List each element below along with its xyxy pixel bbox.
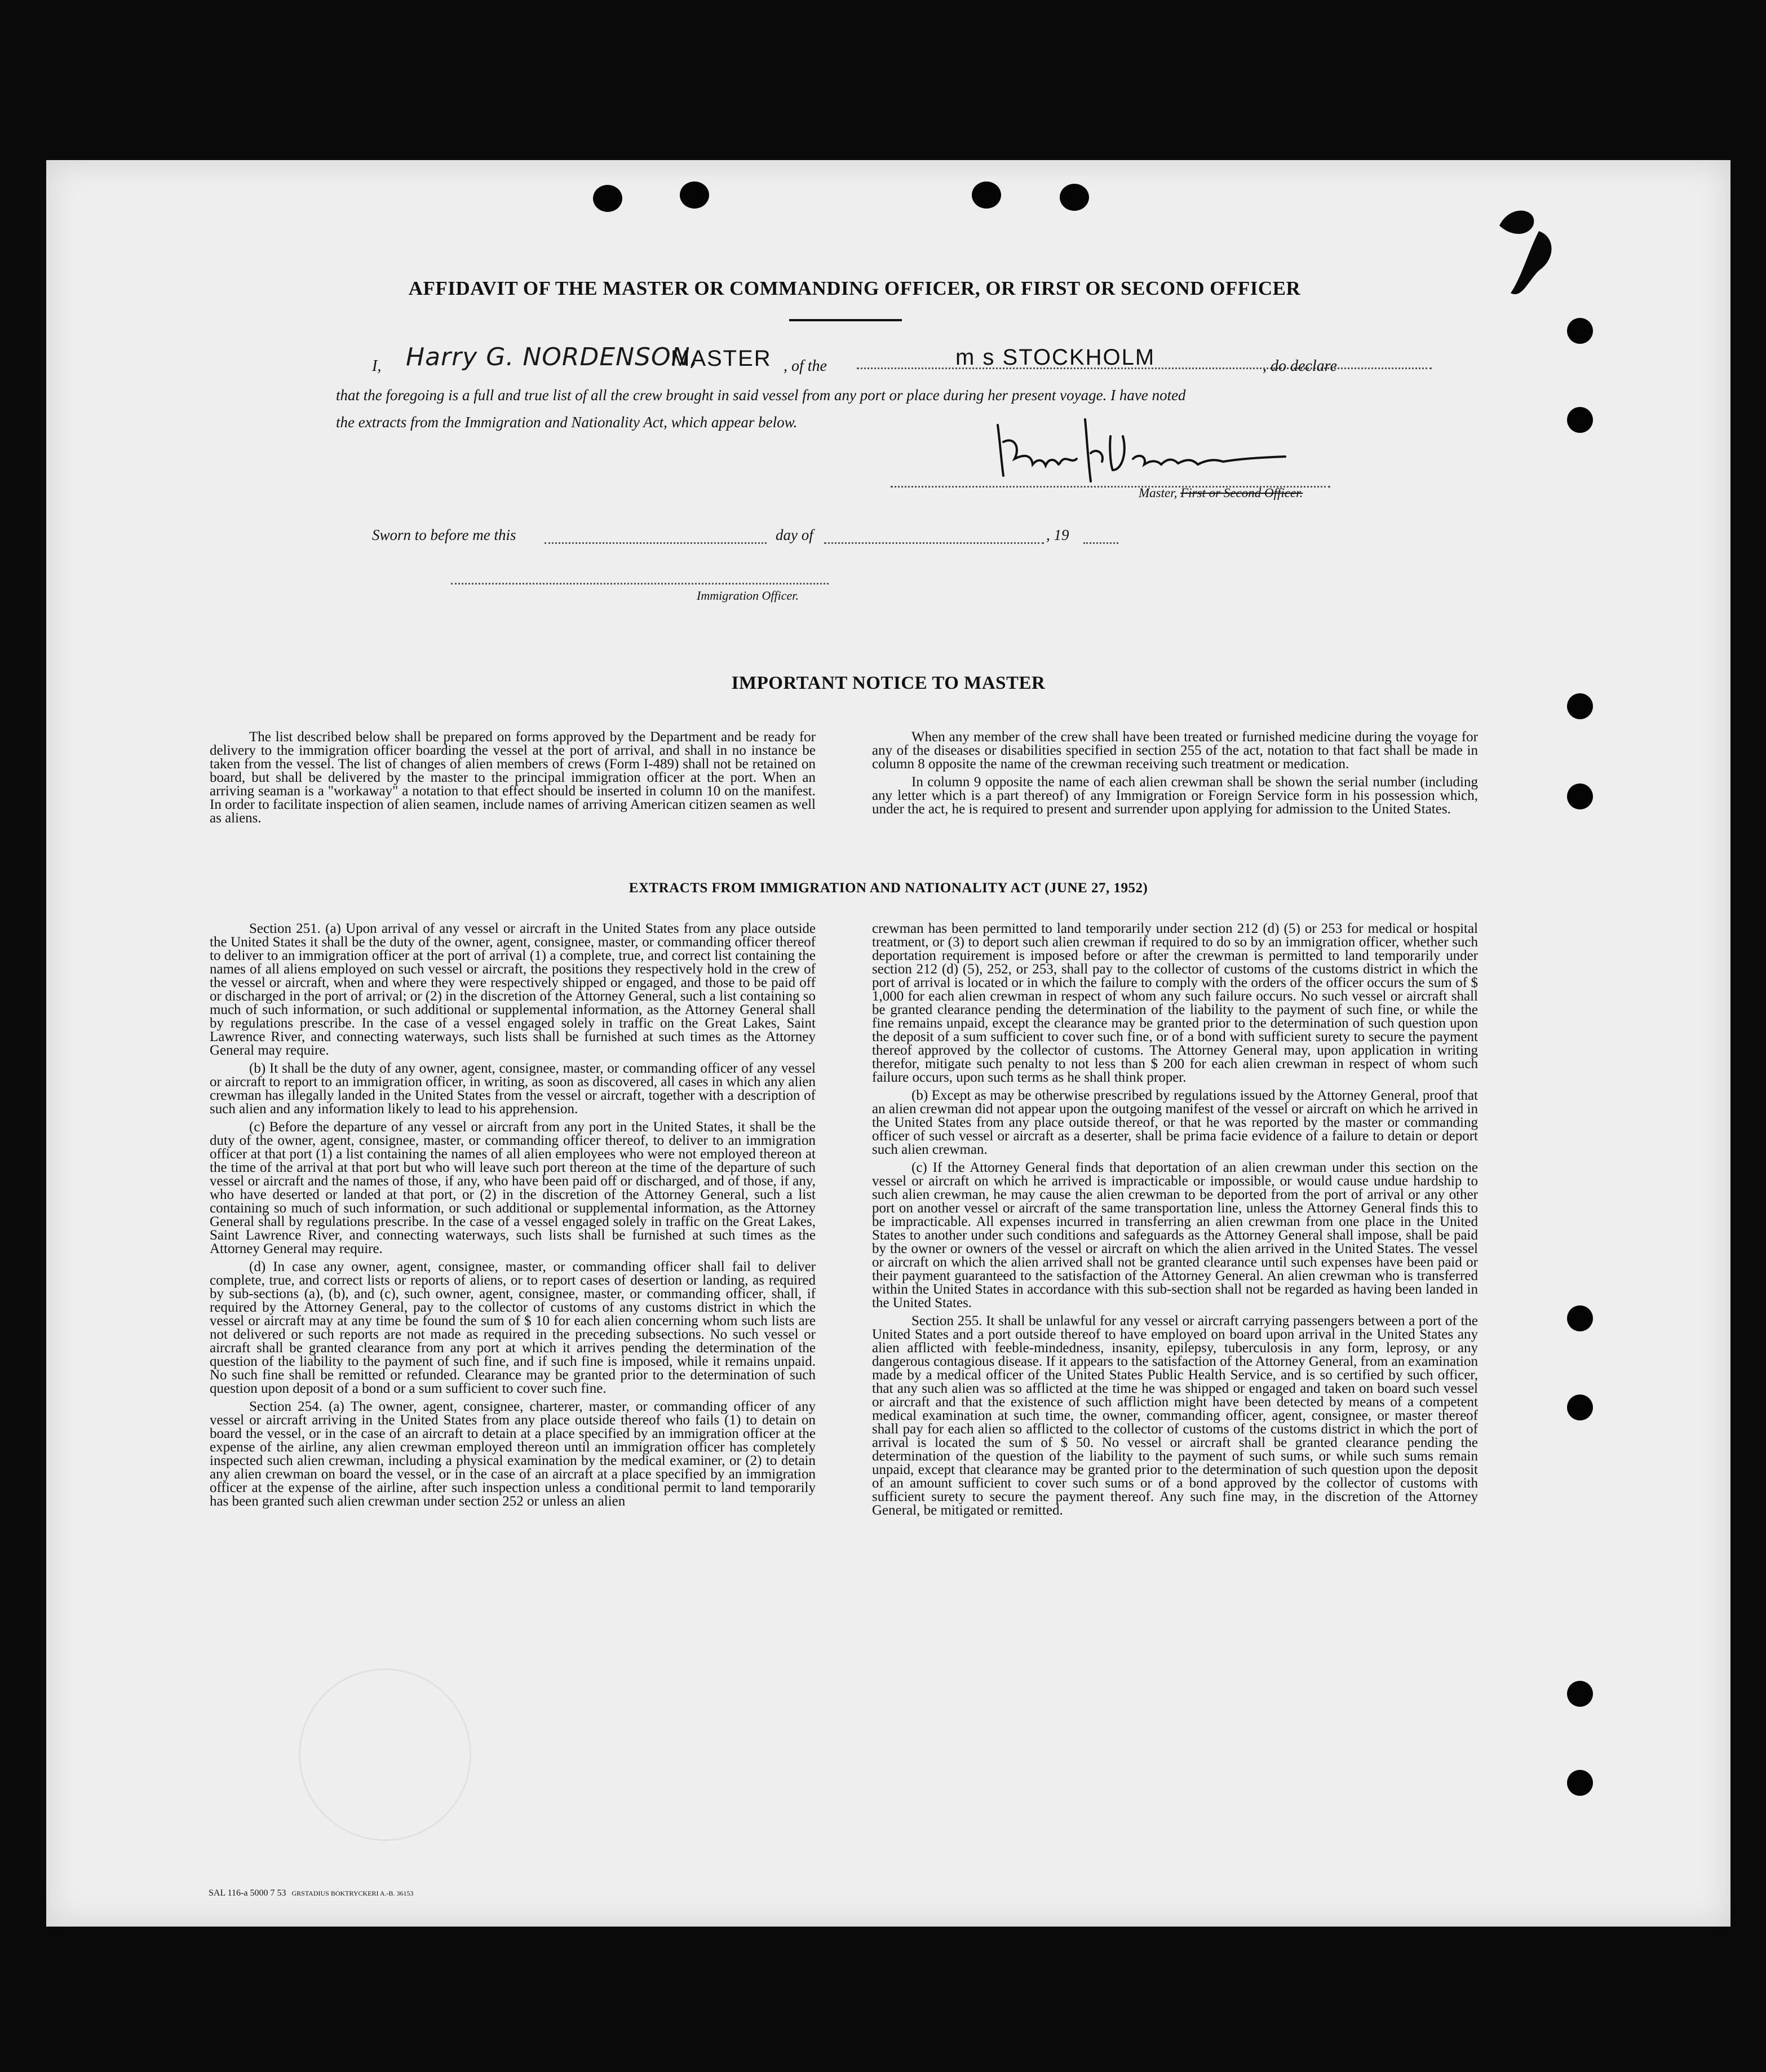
notice-title: IMPORTANT NOTICE TO MASTER — [731, 673, 1046, 693]
master-rank: MASTER — [671, 346, 772, 371]
extract-paragraph: (b) Except as may be otherwise prescribed by regulations issued by the Attorney General, proof that an alien crewman did not appear upon the outgoing manifest of the vessel or aircraft on which he arrived in the United States from any place outside thereof, or that he was reported by the master or commanding officer of such vessel or aircraft as a deserter, shall be prima facie evidence of a failure to detain or deport such alien crewman. — [872, 1088, 1478, 1157]
sworn-day-line — [545, 542, 767, 544]
punch-hole — [1060, 184, 1089, 211]
extracts-right-column — [872, 922, 1478, 1522]
officer-signature-line — [451, 583, 829, 585]
punch-hole — [1567, 1681, 1593, 1707]
master-title: Master, — [1139, 486, 1178, 500]
title-rule — [789, 319, 902, 321]
extract-paragraph: (c) If the Attorney General finds that deportation of an alien crewman under this section on the vessel or aircraft on which he arrived is impracticable or impossible, or would cause undue hardship to such alien crewman, he may cause the alien crewman to be deported from the port of arrival or any other port on another vessel or aircraft of the same transportation line, unless the Attorney General finds this to be impracticable. All expenses incurred in transferring an alien crewman from one place in the United States to another under such conditions and safeguards as the Attorney General shall impose, shall be paid by the owner or owners of the vessel or aircraft on which the alien arrived in the United States. The vessel or aircraft on which the alien arrived shall not be granted clearance until such expenses have been paid or their payment guaranteed to the satisfaction of the Attorney General. An alien crewman who is transferred within the United States in accordance with this sub-section shall not be regarded as having been landed in the United States. — [872, 1160, 1478, 1311]
year-label: , 19 — [1046, 526, 1069, 543]
form-footer — [209, 1888, 414, 1898]
ink-blot — [1488, 192, 1567, 304]
punch-hole — [593, 185, 622, 212]
notice-paragraph: When any member of the crew shall have been treated or furnished medicine during the voyage for any of the diseases or disabilities specified in section 255 of the act, notation to that fact shall be made in column 8 opposite the name of the crewman receiving such treatment or medication. — [872, 729, 1478, 772]
sworn-year-line — [1083, 542, 1118, 544]
extract-paragraph: Section 255. It shall be unlawful for any vessel or aircraft carrying passengers between a port of the United States and a port outside thereof to have employed on board upon arrival in the United States any alien afflicted with feeble-mindedness, insanity, epilepsy, tuberculosis in any form, leprosy, or any dangerous contagious disease. If it appears to the satisfaction of the Attorney General, from an examination made by a medical officer of the United States Public Health Service, and is so certified by such officer, that any such alien was so afflicted at the time he was shipped or engaged and taken on board such vessel or aircraft and that the existence of such affliction might have been detected by means of a competent medical examination at such time, the owner, commanding officer, agent, consignee, or master thereof shall pay for each alien so afflicted to the collector of customs of the customs district in which the port of arrival is located the sum of $ 50. No vessel or aircraft shall be granted clearance pending the determination of the question of the liability to the payment of such sums, or while such sums remain unpaid, except that clearance may be granted prior to the determination of such question upon the deposit of an amount sufficient to cover such sums or of a bond approved by the collector of customs with sufficient surety to secure the payment thereof. Any such fine may, in the discretion of the Attorney General, be mitigated or remitted. — [872, 1313, 1478, 1518]
punch-hole — [1567, 1305, 1593, 1331]
vessel-name: m s STOCKHOLM — [955, 345, 1156, 370]
punch-hole — [1567, 1394, 1593, 1420]
extracts-title: EXTRACTS FROM IMMIGRATION AND NATIONALITY ACT (JUNE 27, 1952) — [628, 880, 1148, 896]
punch-hole — [1567, 783, 1593, 809]
punch-hole — [1567, 693, 1593, 719]
printer-imprint: GRSTADIUS BOKTRYCKERI A.-B. 36153 — [291, 1889, 414, 1897]
notice-left-column — [210, 730, 816, 830]
extract-paragraph: (c) Before the departure of any vessel or aircraft from any port in the United States, it shall be the duty of the owner, agent, consignee, master, or commanding officer thereof, to deliver to an immigration officer at that port (1) a list containing the names of all alien employees who were not employed thereon at the time of the arrival at that port but who will leave such port thereon at the time of the departure of such vessel or aircraft and the names of those, if any, who have been paid off or discharged, and of those, if any, who have deserted or landed at that port, or (2) in the discretion of the Attorney General, such a list containing so much of such information, or such additional or supplemental information, as the Attorney General shall by regulations prescribe. In the case of a vessel engaged solely in traffic on the Great Lakes, Saint Lawrence River, and connecting waterways, such lists shall be furnished at such times as the Attorney General may require. — [210, 1119, 816, 1256]
day-of-label: day of — [776, 526, 813, 543]
extract-paragraph: crewman has been permitted to land temporarily under section 212 (d) (5) or 253 for medical or hospital treatment, or (3) to deport such alien crewman if required to do so by an immigration officer, whether such deportation requirement is imposed before or after the crewman is permitted to land temporarily under section 212 (d) (5), 252, or 253, shall pay to the collector of customs of the customs district in which the port of arrival is located or in which the failure to comply with the orders of the officer occurs the sum of $ 1,000 for each alien crewman in respect of whom any such failure occurs. No such vessel or aircraft shall be granted clearance pending the determination of the liability to the payment of such fine, or while the fine remains unpaid, except the clearance may be granted prior to the determination of such question upon the deposit of a sum sufficient to cover such fine, or of a bond with sufficient surety to secure the payment thereof approved by the collector of customs. The Attorney General may, upon application in writing therefor, mitigate such penalty to not less than $ 200 for each alien crewman in respect of whom such failure occurs, upon such terms as he shall think proper. — [872, 921, 1478, 1085]
punch-hole — [680, 181, 709, 209]
affidavit-line-3: the extracts from the Immigration and Nationality Act, which appear below. — [336, 414, 798, 431]
notice-paragraph: In column 9 opposite the name of each alien crewman shall be shown the serial number (including any letter which is a part thereof) of any Immigration or Foreign Service form in his possession which, under the act, he is required to present and surrender upon applying for admission to the United States. — [872, 774, 1478, 817]
punch-hole — [1567, 407, 1593, 433]
of-the-label: , of the — [784, 357, 827, 375]
notice-paragraph: The list described below shall be prepared on forms approved by the Department and be ready for delivery to the immigration officer boarding the vessel at the port of arrival, and shall in no instance be taken from the vessel. The list of changes of alien members of crews (Form I-489) shall not be retained on board, but shall be delivered by the master to the principal immigration officer at the port. When an arriving seaman is a "workaway" a notation to that effect should be inserted in column 10 on the manifest. In order to facilitate inspection of alien seamen, include names of arriving American citizen seamen as well as aliens. — [210, 729, 816, 826]
punch-hole — [972, 181, 1001, 209]
affidavit-line-1 — [372, 343, 1364, 377]
struck-officer-title: First or Second Officer. — [1180, 486, 1303, 500]
affidavit-title: AFFIDAVIT OF THE MASTER OR COMMANDING OFFICER, OR FIRST OR SECOND OFFICER — [408, 277, 1301, 299]
extract-paragraph: (d) In case any owner, agent, consignee, master, or commanding officer shall fail to deliver complete, true, and correct lists or reports of aliens, or to report cases of desertion or landing, as required by sub-sections (a), (b), and (c), such owner, agent, consignee, master, or commanding officer, shall, if required by the Attorney General, pay to the collector of customs of any customs district in which the vessel or aircraft may at any time be found the sum of $ 10 for each alien concerning whom such lists are not delivered or such reports are not made as required in the preceding subsections. No such vessel or aircraft shall be granted clearance from any port at which it arrives pending the determination of the question of the liability to the payment of such fine, and if such fine is imposed, while it remains unpaid. No such fine shall be remitted or refunded. Clearance may be granted prior to the determination of such question upon deposit of a bond or a sum sufficient to cover such fine. — [210, 1259, 816, 1396]
sworn-label: Sworn to before me this — [372, 526, 516, 543]
embossed-seal — [299, 1668, 471, 1841]
master-name: Harry G. NORDENSON, — [406, 343, 699, 371]
affidavit-line-2: that the foregoing is a full and true list of all the crew brought in said vessel from any port or place during her present voyage. I have noted — [336, 387, 1186, 404]
extracts-left-column — [210, 922, 816, 1513]
extract-paragraph: Section 254. (a) The owner, agent, consignee, charterer, master, or commanding officer of any vessel or aircraft arriving in the United States from any place outside thereof who fails (1) to detain on board the vessel, or in the case of an aircraft to detain at a place specified by an immigration officer at the expense of the airline, any alien crewman employed thereon until an immigration officer has completely inspected such alien crewman, including a physical examination by the medical examiner, or (2) to detain any alien crewman on board the vessel, or in the case of an aircraft at a place specified by an immigration officer at the expense of the airline, after such inspection unless a conditional permit to land temporarily has been granted such alien crewman under section 252 or unless an alien — [210, 1399, 816, 1509]
form-number: SAL 116-a 5000 7 53 — [209, 1888, 286, 1898]
immigration-officer-label: Immigration Officer. — [697, 588, 799, 603]
notice-right-column — [872, 730, 1478, 821]
punch-hole — [1567, 1770, 1593, 1796]
extract-paragraph: (b) It shall be the duty of any owner, agent, consignee, master, or commanding officer of any vessel or aircraft to report to an immigration officer, in writing, as soon as discovered, all cases in which any alien crewman has illegally landed in the United States from the vessel or aircraft, together with a description of such alien and any information likely to lead to his apprehension. — [210, 1061, 816, 1117]
extract-paragraph: Section 251. (a) Upon arrival of any vessel or aircraft in the United States from any place outside the United States it shall be the duty of the owner, agent, consignee, master, or commanding officer thereof to deliver to an immigration officer at the port of arrival (1) a complete, true, and correct list containing the names of all aliens employed on such vessel or aircraft, the positions they respectively hold in the crew of the vessel or aircraft, when and where they were respectively shipped or engaged, and those to be paid off or discharged in the port of arrival; or (2) in the discretion of the Attorney General, such a list containing so much of such information, or such additional or supplemental information, as the Attorney General shall by regulations prescribe. In the case of a vessel engaged solely in traffic on the Great Lakes, Saint Lawrence River, and connecting waterways, such lists shall be furnished at such times as the Attorney General may require. — [210, 921, 816, 1058]
punch-hole — [1567, 318, 1593, 344]
do-declare-label: , do declare — [1263, 357, 1337, 375]
i-label: I, — [372, 357, 382, 375]
sworn-month-line — [824, 542, 1044, 544]
master-label — [1139, 486, 1303, 501]
master-signature — [992, 402, 1291, 493]
